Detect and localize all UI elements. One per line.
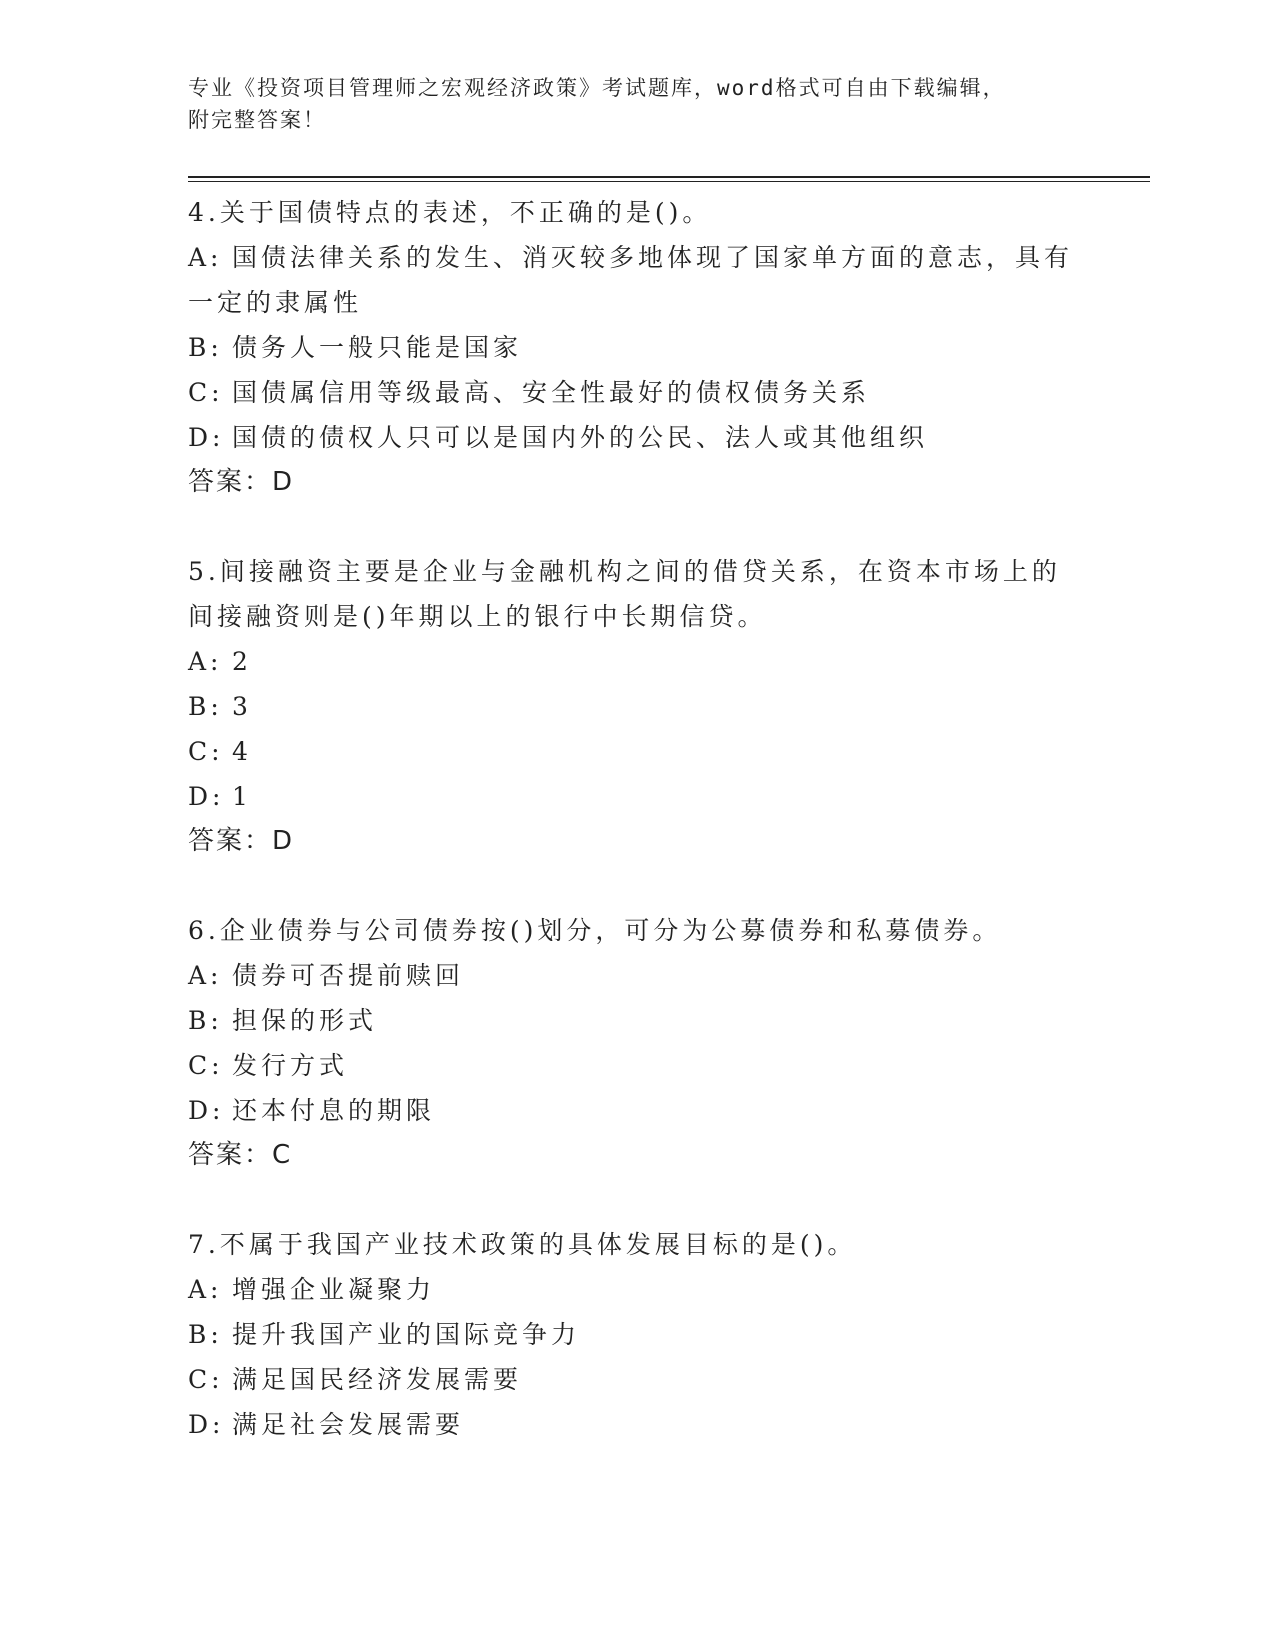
option-key: B: bbox=[188, 1006, 223, 1035]
answer-key: 答案：D bbox=[188, 826, 295, 856]
option-text: 担保的形式 bbox=[232, 1006, 378, 1035]
option-line bbox=[188, 325, 1088, 370]
option-text: 增强企业凝聚力 bbox=[232, 1275, 436, 1304]
option-text: 发行方式 bbox=[232, 1051, 349, 1080]
option-text: 2 bbox=[232, 647, 252, 676]
answer-option bbox=[188, 1267, 1088, 1312]
option-line bbox=[188, 370, 1088, 415]
question-stem-line: 5.间接融资主要是企业与金融机构之间的借贷关系，在资本市场上的 bbox=[188, 557, 1061, 586]
option-line bbox=[188, 1357, 1088, 1402]
option-text: 国债的债权人只可以是国内外的公民、法人或其他组织 bbox=[232, 423, 929, 452]
answer-option bbox=[188, 1312, 1088, 1357]
option-key: A: bbox=[188, 647, 223, 676]
option-key: A: bbox=[188, 1275, 223, 1304]
option-line bbox=[188, 729, 1088, 774]
answer-option bbox=[188, 639, 1088, 684]
answer-option bbox=[188, 998, 1088, 1043]
header-line-1: 专业《投资项目管理师之宏观经济政策》考试题库，word格式可自由下载编辑， bbox=[188, 76, 1006, 100]
question-item bbox=[188, 190, 1088, 505]
question-item bbox=[188, 908, 1088, 1178]
question-stem-line: 6.企业债券与公司债券按()划分，可分为公募债券和私募债券。 bbox=[188, 916, 1002, 945]
question-stem bbox=[188, 1222, 1088, 1267]
option-key: B: bbox=[188, 692, 223, 721]
option-key: B: bbox=[188, 1320, 223, 1349]
question-stem-line: 间接融资则是()年期以上的银行中长期信贷。 bbox=[188, 602, 767, 631]
question-stem-line: 7.不属于我国产业技术政策的具体发展目标的是()。 bbox=[188, 1230, 857, 1259]
option-text: 债务人一般只能是国家 bbox=[232, 333, 523, 362]
option-text: 满足社会发展需要 bbox=[232, 1410, 465, 1439]
option-line bbox=[188, 998, 1088, 1043]
question-stem bbox=[188, 549, 1088, 639]
option-line bbox=[188, 1043, 1088, 1088]
question-item bbox=[188, 1222, 1088, 1447]
answer-option bbox=[188, 1088, 1088, 1133]
option-text: 提升我国产业的国际竞争力 bbox=[232, 1320, 581, 1349]
header-divider-thin bbox=[188, 181, 1150, 182]
option-line bbox=[188, 1312, 1088, 1357]
option-line bbox=[188, 953, 1088, 998]
question-stem-line: 4.关于国债特点的表述，不正确的是()。 bbox=[188, 198, 712, 227]
option-key: C: bbox=[188, 737, 224, 766]
option-key: A: bbox=[188, 961, 223, 990]
option-line bbox=[188, 1267, 1088, 1312]
answer-option bbox=[188, 325, 1088, 370]
option-key: B: bbox=[188, 333, 223, 362]
answer-option bbox=[188, 684, 1088, 729]
answer-option bbox=[188, 1357, 1088, 1402]
answer-option bbox=[188, 1043, 1088, 1088]
option-text: 国债法律关系的发生、消灭较多地体现了国家单方面的意志，具有 bbox=[232, 243, 1074, 272]
header-line-2: 附完整答案！ bbox=[188, 108, 326, 132]
option-text-continued: 一定的隶属性 bbox=[188, 288, 363, 317]
option-text: 满足国民经济发展需要 bbox=[232, 1365, 523, 1394]
option-line bbox=[188, 639, 1088, 684]
answer-option bbox=[188, 415, 1088, 460]
option-key: D: bbox=[188, 782, 225, 811]
option-key: C: bbox=[188, 378, 224, 407]
option-text: 还本付息的期限 bbox=[232, 1096, 436, 1125]
answer-option bbox=[188, 729, 1088, 774]
option-key: C: bbox=[188, 1051, 224, 1080]
answer-key: 答案：D bbox=[188, 467, 295, 497]
option-key: D: bbox=[188, 1410, 225, 1439]
option-text: 债券可否提前赎回 bbox=[232, 961, 465, 990]
document-header bbox=[188, 72, 1088, 136]
answer-option bbox=[188, 235, 1088, 325]
answer-option bbox=[188, 370, 1088, 415]
option-text: 3 bbox=[232, 692, 252, 721]
option-key: C: bbox=[188, 1365, 224, 1394]
question-item bbox=[188, 549, 1088, 864]
answer-option bbox=[188, 774, 1088, 819]
option-line bbox=[188, 774, 1088, 819]
question-list bbox=[188, 190, 1088, 1491]
question-stem bbox=[188, 190, 1088, 235]
option-text: 国债属信用等级最高、安全性最好的债权债务关系 bbox=[232, 378, 871, 407]
option-line bbox=[188, 1402, 1088, 1447]
option-line bbox=[188, 235, 1088, 280]
answer-key: 答案：C bbox=[188, 1140, 293, 1170]
option-line bbox=[188, 415, 1088, 460]
answer-option bbox=[188, 953, 1088, 998]
option-line bbox=[188, 1088, 1088, 1133]
option-key: D: bbox=[188, 423, 225, 452]
option-line bbox=[188, 684, 1088, 729]
question-stem bbox=[188, 908, 1088, 953]
option-text: 4 bbox=[232, 737, 252, 766]
answer-option bbox=[188, 1402, 1088, 1447]
option-text: 1 bbox=[232, 782, 252, 811]
option-key: D: bbox=[188, 1096, 225, 1125]
header-divider-thick bbox=[188, 176, 1150, 178]
option-key: A: bbox=[188, 243, 223, 272]
